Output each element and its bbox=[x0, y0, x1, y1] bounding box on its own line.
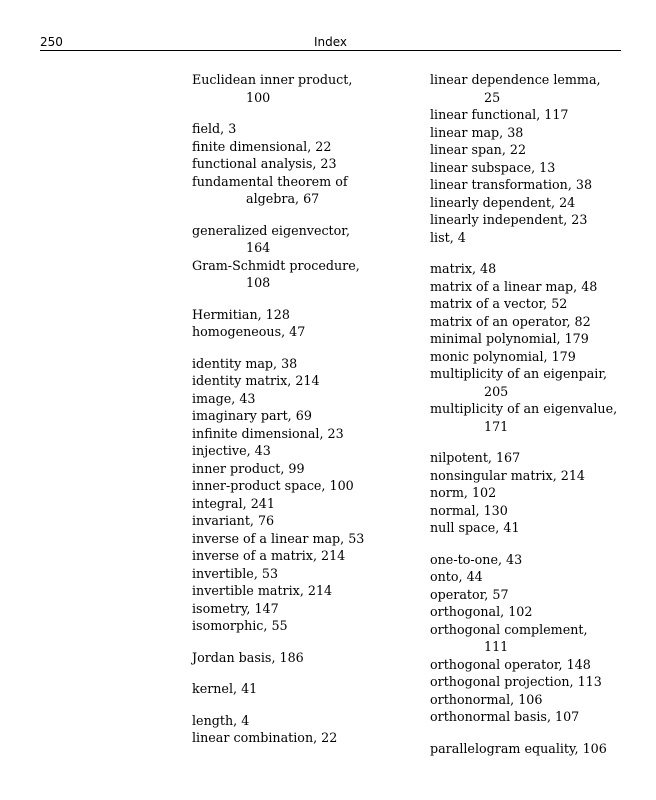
index-entry bbox=[192, 155, 417, 173]
index-entry-text: functional analysis, 23 bbox=[192, 156, 337, 171]
running-head-title: Index bbox=[313, 35, 348, 49]
group-separator bbox=[430, 537, 630, 551]
index-entry bbox=[192, 617, 417, 635]
index-entry-text: nilpotent, 167 bbox=[430, 450, 521, 465]
index-entry-text: length, 4 bbox=[192, 712, 250, 728]
index-entry-text: image, 43 bbox=[192, 390, 256, 406]
index-entry bbox=[430, 449, 630, 467]
index-entry bbox=[430, 141, 630, 159]
index-entry bbox=[430, 673, 630, 691]
index-entry bbox=[430, 519, 630, 537]
index-entry-text: generalized eigenvector, bbox=[192, 222, 350, 238]
page-number: 250 bbox=[40, 35, 63, 49]
index-entry bbox=[192, 582, 417, 600]
index-column-right bbox=[430, 71, 630, 757]
index-entry-text: kernel, 41 bbox=[192, 681, 258, 696]
index-entry bbox=[192, 323, 417, 341]
group-separator bbox=[192, 341, 417, 355]
index-entry-text: fundamental theorem of bbox=[192, 173, 348, 189]
index-entry bbox=[430, 278, 630, 296]
index-entry bbox=[430, 176, 630, 194]
index-entry-text: homogeneous, 47 bbox=[192, 324, 306, 339]
group-separator bbox=[430, 246, 630, 260]
index-entry-text: norm, 102 bbox=[430, 485, 497, 500]
index-entry bbox=[430, 586, 630, 604]
index-entry bbox=[192, 71, 417, 106]
index-entry bbox=[192, 306, 417, 324]
index-entry bbox=[430, 467, 630, 485]
index-entry bbox=[430, 740, 630, 758]
index-entry-text: orthogonal projection, 113 bbox=[430, 674, 602, 689]
index-entry bbox=[192, 565, 417, 583]
group-separator bbox=[192, 292, 417, 306]
index-entry-text: list, 4 bbox=[430, 229, 466, 245]
index-entry bbox=[430, 194, 630, 212]
index-entry bbox=[192, 222, 417, 257]
group-separator bbox=[192, 106, 417, 120]
group-separator bbox=[192, 666, 417, 680]
index-entry bbox=[192, 495, 417, 513]
index-entry bbox=[192, 729, 417, 747]
index-entry bbox=[192, 680, 417, 698]
index-entry bbox=[430, 502, 630, 520]
index-entry-text: orthonormal, 106 bbox=[430, 691, 543, 707]
index-entry-text: inner-product space, 100 bbox=[192, 478, 354, 493]
index-entry-text: invertible matrix, 214 bbox=[192, 583, 333, 598]
index-entry bbox=[192, 390, 417, 408]
index-entry bbox=[430, 229, 630, 247]
index-entry-text: field, 3 bbox=[192, 121, 237, 136]
index-entry bbox=[192, 425, 417, 443]
index-entry bbox=[430, 106, 630, 124]
index-entry-text: orthogonal complement, bbox=[430, 621, 588, 637]
index-entry-text: normal, 130 bbox=[430, 502, 508, 518]
group-separator bbox=[430, 726, 630, 740]
group-separator bbox=[430, 435, 630, 449]
index-entry bbox=[430, 365, 630, 400]
index-entry-text: null space, 41 bbox=[430, 520, 520, 535]
index-entry-text: parallelogram equality, 106 bbox=[430, 740, 607, 756]
index-column-left bbox=[192, 71, 417, 747]
index-entry bbox=[192, 442, 417, 460]
index-entry bbox=[192, 712, 417, 730]
index-entry-text: Gram-Schmidt procedure, bbox=[192, 257, 360, 273]
index-entry bbox=[430, 603, 630, 621]
index-entry bbox=[430, 348, 630, 366]
index-entry bbox=[430, 568, 630, 586]
index-entry-text: imaginary part, 69 bbox=[192, 408, 312, 423]
index-entry-text: identity map, 38 bbox=[192, 355, 298, 371]
index-entry-text: monic polynomial, 179 bbox=[430, 348, 576, 364]
index-entry-page: 108 bbox=[246, 275, 271, 290]
index-entry-text: inner product, 99 bbox=[192, 460, 305, 476]
index-entry bbox=[192, 512, 417, 530]
index-entry-text: matrix of an operator, 82 bbox=[430, 313, 591, 329]
index-entry-text: linear span, 22 bbox=[430, 142, 527, 157]
index-entry-text: matrix, 48 bbox=[430, 261, 497, 276]
page-header bbox=[40, 34, 621, 51]
index-entry-text: orthogonal operator, 148 bbox=[430, 656, 591, 672]
index-entry-page: 205 bbox=[484, 383, 509, 399]
group-separator bbox=[192, 698, 417, 712]
index-entry bbox=[430, 656, 630, 674]
index-entry-text: multiplicity of an eigenvalue, bbox=[430, 401, 618, 416]
index-entry bbox=[192, 372, 417, 390]
index-entry-text: injective, 43 bbox=[192, 443, 271, 458]
index-entry-text: invariant, 76 bbox=[192, 513, 275, 528]
index-entry bbox=[430, 295, 630, 313]
index-entry bbox=[430, 330, 630, 348]
index-entry bbox=[430, 124, 630, 142]
index-entry-page: 111 bbox=[484, 639, 509, 654]
index-entry-page: 100 bbox=[246, 89, 271, 105]
index-entry-text: minimal polynomial, 179 bbox=[430, 331, 589, 346]
index-entry-text: linear transformation, 38 bbox=[430, 177, 593, 192]
index-entry-text: nonsingular matrix, 214 bbox=[430, 467, 585, 483]
index-entry bbox=[430, 159, 630, 177]
index-entry-text: Jordan basis, 186 bbox=[192, 649, 304, 665]
index-entry bbox=[430, 621, 630, 656]
index-entry-text: linear subspace, 13 bbox=[430, 159, 556, 175]
index-entry bbox=[192, 530, 417, 548]
index-entry bbox=[430, 400, 630, 435]
index-entry-text: Euclidean inner product, bbox=[192, 72, 353, 87]
index-entry bbox=[430, 708, 630, 726]
index-entry-text: isometry, 147 bbox=[192, 600, 279, 616]
group-separator bbox=[192, 208, 417, 222]
index-entry-text: linearly dependent, 24 bbox=[430, 194, 576, 210]
index-entry bbox=[192, 138, 417, 156]
index-entry-text: linear combination, 22 bbox=[192, 730, 338, 745]
index-entry-text: inverse of a linear map, 53 bbox=[192, 530, 365, 546]
index-entry bbox=[430, 691, 630, 709]
index-entry-text: invertible, 53 bbox=[192, 565, 279, 581]
index-entry bbox=[430, 313, 630, 331]
index-entry-text: Hermitian, 128 bbox=[192, 306, 290, 322]
index-entry-text: linearly independent, 23 bbox=[430, 212, 588, 227]
index-entry-page: algebra, 67 bbox=[246, 191, 320, 206]
index-entry-text: finite dimensional, 22 bbox=[192, 138, 332, 154]
index-entry-text: onto, 44 bbox=[430, 569, 483, 584]
index-entry-text: orthonormal basis, 107 bbox=[430, 709, 580, 724]
index-entry bbox=[192, 355, 417, 373]
index-entry-text: matrix of a linear map, 48 bbox=[430, 278, 598, 294]
index-entry-text: linear dependence lemma, bbox=[430, 72, 601, 87]
index-entry bbox=[192, 477, 417, 495]
index-entry bbox=[430, 551, 630, 569]
index-entry bbox=[430, 211, 630, 229]
group-separator bbox=[192, 635, 417, 649]
index-entry-text: one-to-one, 43 bbox=[430, 551, 523, 567]
index-entry-text: identity matrix, 214 bbox=[192, 373, 320, 388]
index-entry-page: 164 bbox=[246, 240, 271, 255]
index-entry-text: operator, 57 bbox=[430, 586, 509, 602]
index-entry bbox=[192, 649, 417, 667]
index-entry bbox=[192, 120, 417, 138]
index-entry-text: multiplicity of an eigenpair, bbox=[430, 366, 608, 381]
index-entry-text: isomorphic, 55 bbox=[192, 618, 288, 633]
index-entry-page: 171 bbox=[484, 418, 509, 434]
index-entry bbox=[192, 407, 417, 425]
index-entry bbox=[192, 600, 417, 618]
index-entry bbox=[192, 257, 417, 292]
index-entry-text: linear map, 38 bbox=[430, 124, 524, 140]
index-entry bbox=[192, 460, 417, 478]
index-entry-text: integral, 241 bbox=[192, 495, 275, 511]
index-entry bbox=[192, 173, 417, 208]
index-entry-text: orthogonal, 102 bbox=[430, 604, 533, 619]
index-entry bbox=[430, 71, 630, 106]
index-entry bbox=[430, 484, 630, 502]
index-entry-text: linear functional, 117 bbox=[430, 107, 569, 122]
index-entry-page: 25 bbox=[484, 89, 501, 105]
index-entry bbox=[192, 547, 417, 565]
index-entry-text: matrix of a vector, 52 bbox=[430, 296, 568, 311]
index-entry-text: inverse of a matrix, 214 bbox=[192, 548, 346, 563]
index-entry-text: infinite dimensional, 23 bbox=[192, 425, 344, 441]
index-entry bbox=[430, 260, 630, 278]
